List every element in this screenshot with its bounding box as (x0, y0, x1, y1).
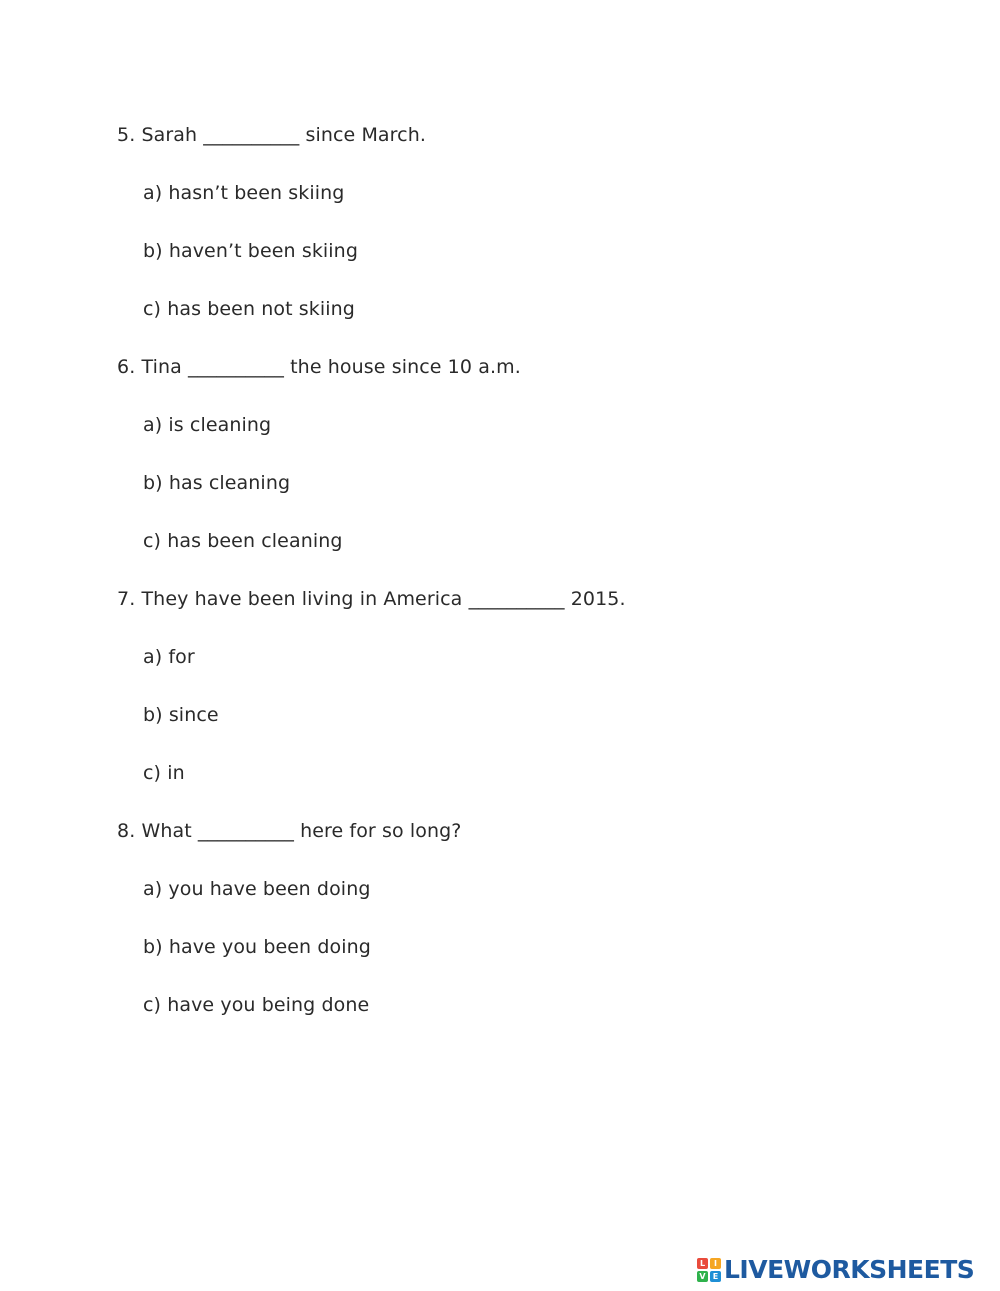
question-5-option-a: a) hasn’t been skiing (143, 182, 345, 204)
question-7-option-b: b) since (143, 704, 219, 726)
question-5-option-b: b) haven’t been skiing (143, 240, 358, 262)
question-8-option-b: b) have you been doing (143, 936, 371, 958)
question-8-option-a: a) you have been doing (143, 878, 371, 900)
logo-block-i: I (710, 1258, 721, 1269)
question-5-option-c: c) has been not skiing (143, 298, 355, 320)
liveworksheets-logo (697, 1256, 974, 1284)
question-8: 8. What __________ here for so long? (117, 820, 462, 842)
question-6-option-a: a) is cleaning (143, 414, 272, 436)
logo-text: LIVEWORKSHEETS (724, 1255, 975, 1284)
question-7: 7. They have been living in America __________ 2015. (117, 588, 626, 610)
logo-block-v: V (697, 1271, 708, 1282)
question-5: 5. Sarah __________ since March. (117, 124, 426, 146)
question-6-option-b: b) has cleaning (143, 472, 291, 494)
logo-block-l: L (697, 1258, 708, 1269)
question-7-option-c: c) in (143, 762, 185, 784)
question-8-option-c: c) have you being done (143, 994, 370, 1016)
question-7-option-a: a) for (143, 646, 195, 668)
logo-blocks-icon (697, 1258, 721, 1282)
question-6: 6. Tina __________ the house since 10 a.m. (117, 356, 521, 378)
question-6-option-c: c) has been cleaning (143, 530, 343, 552)
logo-block-e: E (710, 1271, 721, 1282)
